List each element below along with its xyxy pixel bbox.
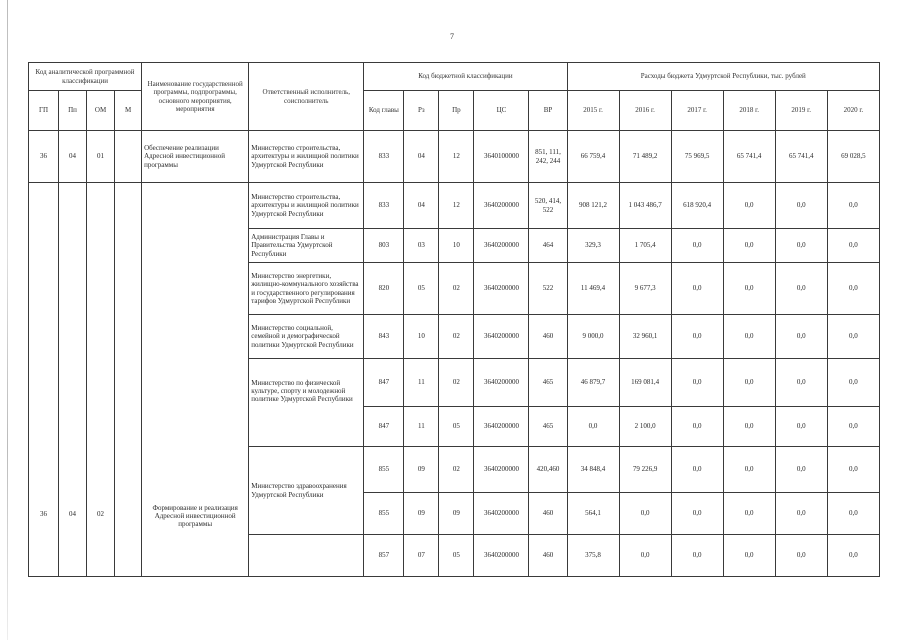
pr-cell: 12 (439, 183, 474, 229)
vr-cell: 464 (529, 229, 567, 263)
vr-cell: 460 (529, 535, 567, 577)
amount-cell: 0,0 (827, 263, 879, 315)
pr-cell: 05 (439, 535, 474, 577)
amount-cell: 0,0 (671, 229, 723, 263)
amount-cell: 0,0 (775, 183, 827, 229)
amount-cell: 79 226,9 (619, 447, 671, 493)
amount-cell: 0,0 (827, 535, 879, 577)
rz-cell: 03 (404, 229, 439, 263)
pr-cell: 02 (439, 359, 474, 407)
amount-cell: 564,1 (567, 493, 619, 535)
glava-cell: 803 (364, 229, 404, 263)
vr-cell: 465 (529, 359, 567, 407)
executor-cell (249, 535, 364, 577)
amount-cell: 71 489,2 (619, 131, 671, 183)
amount-cell: 75 969,5 (671, 131, 723, 183)
om-cell: 01 (87, 131, 115, 183)
amount-cell: 11 469,4 (567, 263, 619, 315)
amount-cell: 0,0 (827, 183, 879, 229)
amount-cell: 375,8 (567, 535, 619, 577)
vr-header: ВР (529, 91, 567, 131)
amount-cell: 1 705,4 (619, 229, 671, 263)
executor-cell: Министерство строительства, архитектуры и жилищной политики Удмуртской Республики (249, 131, 364, 183)
budget-code-header: Код бюджетной классификации (364, 63, 567, 91)
om-cell: 02 (87, 183, 115, 577)
year-header: 2017 г. (671, 91, 723, 131)
amount-cell: 0,0 (723, 493, 775, 535)
pr-cell: 10 (439, 229, 474, 263)
vr-cell: 460 (529, 315, 567, 359)
cs-cell: 3640200000 (474, 315, 529, 359)
amount-cell: 0,0 (567, 407, 619, 447)
name-header: Наименование государственной программы, подпрограммы, основного мероприятия, мероприятия (142, 63, 249, 131)
executor-cell: Министерство энергетики, жилищно-коммунального хозяйства и государственного регулирования тарифов Удмуртской Республики (249, 263, 364, 315)
glava-cell: 857 (364, 535, 404, 577)
amount-cell: 0,0 (723, 315, 775, 359)
amount-cell: 0,0 (827, 229, 879, 263)
cs-cell: 3640200000 (474, 407, 529, 447)
program-name-cell: Формирование и реализация Адресной инвестиционной программы (142, 183, 249, 577)
amount-cell: 0,0 (827, 359, 879, 407)
pr-cell: 05 (439, 407, 474, 447)
m-cell (115, 131, 142, 183)
cs-cell: 3640200000 (474, 183, 529, 229)
pr-header: Пр (439, 91, 474, 131)
cs-cell: 3640100000 (474, 131, 529, 183)
rz-cell: 09 (404, 447, 439, 493)
amount-cell: 0,0 (827, 447, 879, 493)
rz-cell: 05 (404, 263, 439, 315)
pp-cell: 04 (59, 183, 87, 577)
rz-header: Рз (404, 91, 439, 131)
amount-cell: 0,0 (827, 493, 879, 535)
vr-cell: 522 (529, 263, 567, 315)
pr-cell: 09 (439, 493, 474, 535)
rz-cell: 11 (404, 359, 439, 407)
amount-cell: 0,0 (671, 447, 723, 493)
glava-cell: 855 (364, 493, 404, 535)
amount-cell: 0,0 (723, 263, 775, 315)
rz-cell: 07 (404, 535, 439, 577)
amount-cell: 66 759,4 (567, 131, 619, 183)
amount-cell: 0,0 (723, 229, 775, 263)
vr-cell: 851, 111, 242, 244 (529, 131, 567, 183)
amount-cell: 0,0 (775, 315, 827, 359)
year-header: 2016 г. (619, 91, 671, 131)
amount-cell: 1 043 486,7 (619, 183, 671, 229)
amount-cell: 0,0 (723, 535, 775, 577)
pr-cell: 02 (439, 447, 474, 493)
amount-cell: 0,0 (671, 315, 723, 359)
rz-cell: 10 (404, 315, 439, 359)
expenses-header: Расходы бюджета Удмуртской Республики, тыс. рублей (567, 63, 879, 91)
amount-cell: 0,0 (723, 447, 775, 493)
executor-cell: Министерство строительства, архитектуры и жилищной политики Удмуртской Республики (249, 183, 364, 229)
glava-cell: 833 (364, 131, 404, 183)
rz-cell: 04 (404, 131, 439, 183)
amount-cell: 0,0 (619, 493, 671, 535)
vr-cell: 460 (529, 493, 567, 535)
page-number: 7 (450, 32, 454, 41)
cs-cell: 3640200000 (474, 263, 529, 315)
amount-cell: 169 081,4 (619, 359, 671, 407)
amount-cell: 32 960,1 (619, 315, 671, 359)
cs-cell: 3640200000 (474, 535, 529, 577)
amount-cell: 46 879,7 (567, 359, 619, 407)
amount-cell: 0,0 (671, 407, 723, 447)
amount-cell: 0,0 (671, 493, 723, 535)
gp-header: ГП (29, 91, 59, 131)
cs-cell: 3640200000 (474, 447, 529, 493)
executor-cell: Министерство здравоохранения Удмуртской Республики (249, 447, 364, 535)
amount-cell: 0,0 (723, 407, 775, 447)
executor-cell: Администрация Главы и Правительства Удмуртской Республики (249, 229, 364, 263)
glava-header: Код главы (364, 91, 404, 131)
glava-cell: 843 (364, 315, 404, 359)
amount-cell: 329,3 (567, 229, 619, 263)
m-header: М (115, 91, 142, 131)
m-cell (115, 183, 142, 577)
amount-cell: 0,0 (775, 447, 827, 493)
amount-cell: 0,0 (775, 229, 827, 263)
header-row-1 (29, 63, 880, 91)
year-header: 2018 г. (723, 91, 775, 131)
amount-cell: 0,0 (775, 359, 827, 407)
amount-cell: 908 121,2 (567, 183, 619, 229)
amount-cell: 69 028,5 (827, 131, 879, 183)
rz-cell: 09 (404, 493, 439, 535)
pr-cell: 02 (439, 263, 474, 315)
year-header: 2015 г. (567, 91, 619, 131)
cs-cell: 3640200000 (474, 359, 529, 407)
cs-cell: 3640200000 (474, 229, 529, 263)
glava-cell: 847 (364, 359, 404, 407)
amount-cell: 0,0 (775, 263, 827, 315)
gp-cell: 36 (29, 183, 59, 577)
cs-header: ЦС (474, 91, 529, 131)
amount-cell: 65 741,4 (723, 131, 775, 183)
pp-cell: 04 (59, 131, 87, 183)
om-header: ОМ (87, 91, 115, 131)
year-header: 2020 г. (827, 91, 879, 131)
amount-cell: 0,0 (723, 183, 775, 229)
pp-header: Пп (59, 91, 87, 131)
vr-cell: 420,460 (529, 447, 567, 493)
rz-cell: 04 (404, 183, 439, 229)
analytic-code-header: Код аналитической программной классификации (29, 63, 142, 91)
amount-cell: 0,0 (671, 263, 723, 315)
amount-cell: 0,0 (827, 315, 879, 359)
amount-cell: 0,0 (671, 359, 723, 407)
pr-cell: 12 (439, 131, 474, 183)
gp-cell: 36 (29, 131, 59, 183)
vr-cell: 465 (529, 407, 567, 447)
vr-cell: 520, 414, 522 (529, 183, 567, 229)
scan-edge-line (7, 0, 8, 640)
glava-cell: 855 (364, 447, 404, 493)
amount-cell: 2 100,0 (619, 407, 671, 447)
amount-cell: 9 000,0 (567, 315, 619, 359)
amount-cell: 65 741,4 (775, 131, 827, 183)
budget-table (28, 62, 880, 577)
amount-cell: 0,0 (827, 407, 879, 447)
rz-cell: 11 (404, 407, 439, 447)
year-header: 2019 г. (775, 91, 827, 131)
amount-cell: 0,0 (723, 359, 775, 407)
amount-cell: 0,0 (775, 535, 827, 577)
cs-cell: 3640200000 (474, 493, 529, 535)
executor-header: Ответственный исполнитель, соисполнитель (249, 63, 364, 131)
glava-cell: 847 (364, 407, 404, 447)
program-name-cell: Обеспечение реализации Адресной инвестиционной программы (142, 131, 249, 183)
amount-cell: 9 677,3 (619, 263, 671, 315)
glava-cell: 833 (364, 183, 404, 229)
amount-cell: 0,0 (619, 535, 671, 577)
table-row (29, 183, 880, 229)
amount-cell: 0,0 (671, 535, 723, 577)
pr-cell: 02 (439, 315, 474, 359)
executor-cell: Министерство социальной, семейной и демографической политики Удмуртской Республики (249, 315, 364, 359)
amount-cell: 618 920,4 (671, 183, 723, 229)
table-row (29, 131, 880, 183)
glava-cell: 820 (364, 263, 404, 315)
executor-cell: Министерство по физической культуре, спорту и молодежной политике Удмуртской Республики (249, 359, 364, 447)
amount-cell: 34 848,4 (567, 447, 619, 493)
amount-cell: 0,0 (775, 407, 827, 447)
amount-cell: 0,0 (775, 493, 827, 535)
